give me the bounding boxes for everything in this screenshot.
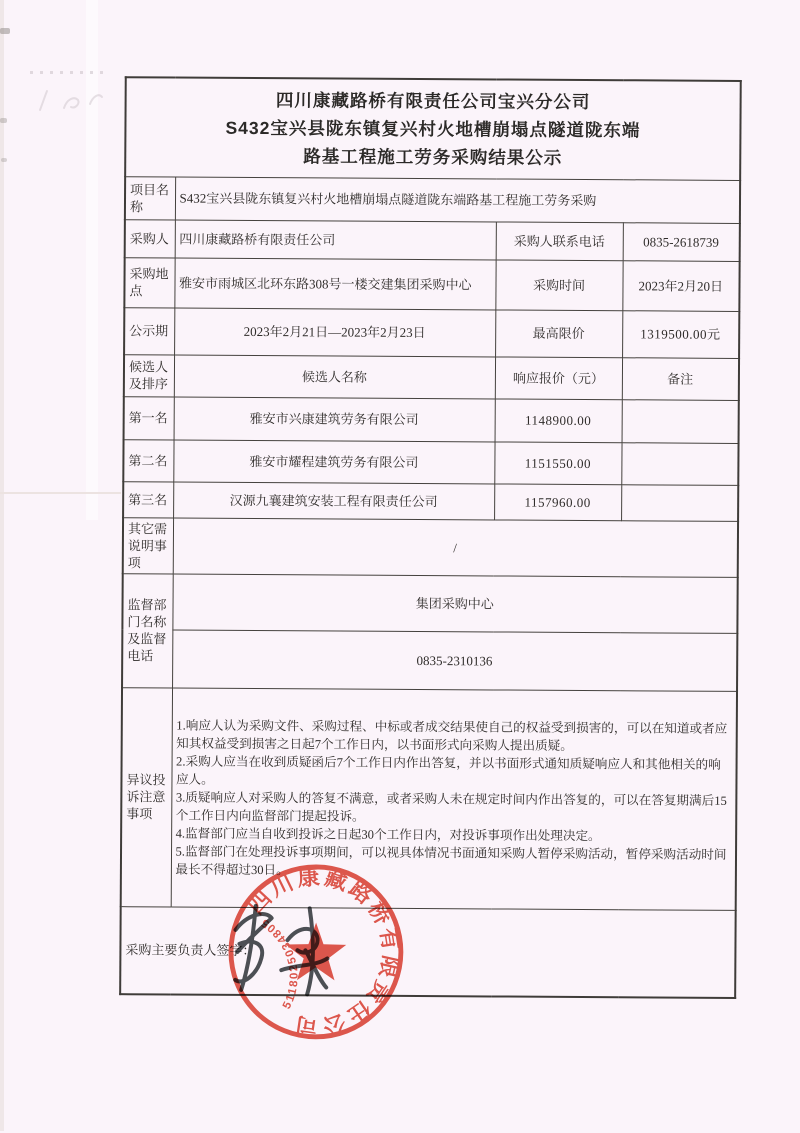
candidate-price: 1148900.00 xyxy=(495,398,622,442)
objection-item: 2.采购人应当在收到质疑函后7个工作日内作出答复，并以书面形式通知质疑响应人和其他相关的响应人。 xyxy=(175,754,721,787)
supervision-label: 监督部门名称及监督电话 xyxy=(122,573,173,687)
candidate-note xyxy=(621,484,738,521)
supervision-phone: 0835-2310136 xyxy=(172,629,737,690)
other-notes-row xyxy=(123,517,738,577)
purchase-time-label: 采购时间 xyxy=(495,259,622,310)
signature-cell xyxy=(120,906,736,998)
objection-row xyxy=(121,687,737,910)
title-row xyxy=(125,77,741,180)
candidate-name: 汉源九襄建筑安装工程有限责任公司 xyxy=(173,481,494,519)
candidate-name: 雅安市兴康建筑劳务有限公司 xyxy=(174,396,495,441)
candidate-price: 1157960.00 xyxy=(494,483,621,520)
candidate-row xyxy=(123,439,738,485)
candidate-note xyxy=(621,442,738,485)
title-line-2: S432宝兴县陇东镇复兴村火地槽崩塌点隧道陇东端 xyxy=(225,117,641,141)
candidates-header-row xyxy=(124,354,739,400)
objection-label: 异议投诉注意事项 xyxy=(121,687,172,906)
candidate-rank: 第一名 xyxy=(124,396,174,439)
title-line-1: 四川康藏路桥有限责任公司宝兴分公司 xyxy=(275,89,591,112)
seal-company-text: 四川康藏路桥有限责任公司 xyxy=(243,863,405,1041)
supervision-phone-row xyxy=(122,629,737,691)
purchase-time-value: 2023年2月20日 xyxy=(622,260,739,311)
title-line-3: 路基工程施工劳务采购结果公示 xyxy=(303,146,563,168)
purchaser-row xyxy=(125,219,740,261)
candidate-note xyxy=(622,399,739,443)
max-price-label: 最高限价 xyxy=(495,309,622,357)
candidate-rank: 第三名 xyxy=(123,481,173,517)
publicity-period-value: 2023年2月21日—2023年2月23日 xyxy=(174,307,495,356)
handwritten-signature xyxy=(221,892,348,1012)
objection-item: 4.监督部门应当自收到投诉之日起30个工作日内，对投诉事项作出处理决定。 xyxy=(175,826,601,843)
purchaser-phone-value: 0835-2618739 xyxy=(623,222,740,261)
candidate-name: 雅安市耀程建筑劳务有限公司 xyxy=(173,439,494,483)
candidates-price-header: 响应报价（元） xyxy=(495,356,622,399)
candidate-row xyxy=(123,481,738,521)
publicity-period-row xyxy=(124,307,739,358)
supervision-department: 集团采购中心 xyxy=(172,573,737,632)
seal-serial-text: 5118025034805 xyxy=(258,915,301,1012)
publicity-period-label: 公示期 xyxy=(124,307,174,354)
purchase-place-row xyxy=(124,257,739,311)
candidates-rank-header: 候选人及排序 xyxy=(124,354,174,396)
purchaser-value: 四川康藏路桥有限责任公司 xyxy=(175,219,496,259)
purchase-place-value: 雅安市雨城区北环东路308号一楼交建集团采购中心 xyxy=(174,257,495,309)
max-price-value: 1319500.00元 xyxy=(622,310,739,358)
candidate-row xyxy=(124,396,739,443)
signature-row xyxy=(120,906,736,998)
candidate-price: 1151550.00 xyxy=(494,441,621,484)
document-title xyxy=(125,77,741,180)
purchaser-phone-label: 采购人联系电话 xyxy=(496,221,623,260)
objection-item: 1.响应人认为采购文件、采购过程、中标或者成交结果使自己的权益受到损害的，可以在知道或者应知其权益受到损害之日起7个工作日内，以书面形式向采购人提出质疑。 xyxy=(176,718,728,753)
candidate-rank: 第二名 xyxy=(123,439,173,481)
other-notes-label: 其它需说明事项 xyxy=(123,517,173,573)
objection-item: 3.质疑响应人对采购人的答复不满意，或者采购人未在规定时间内作出答复的，可以在答复期满后15个工作日内向监督部门提起投诉。 xyxy=(175,790,727,824)
project-name-label: 项目名称 xyxy=(125,176,175,219)
announcement-table xyxy=(119,76,742,999)
signature-label: 采购主要负责人签字： xyxy=(125,942,256,959)
objection-item: 5.监督部门在处理投诉事项期间，可以视具体情况书面通知采购人暂停采购活动，暂停采购活动时间最长不得超过30日。 xyxy=(175,844,727,877)
project-name-row xyxy=(125,176,740,223)
candidates-name-header: 候选人名称 xyxy=(174,354,495,398)
purchase-place-label: 采购地点 xyxy=(124,257,174,307)
purchaser-label: 采购人 xyxy=(125,219,175,257)
supervision-department-row xyxy=(122,573,737,633)
project-name-value: S432宝兴县陇东镇复兴村火地槽崩塌点隧道陇东端路基工程施工劳务采购 xyxy=(175,176,740,222)
candidates-note-header: 备注 xyxy=(622,357,739,400)
other-notes-value: / xyxy=(173,517,738,576)
